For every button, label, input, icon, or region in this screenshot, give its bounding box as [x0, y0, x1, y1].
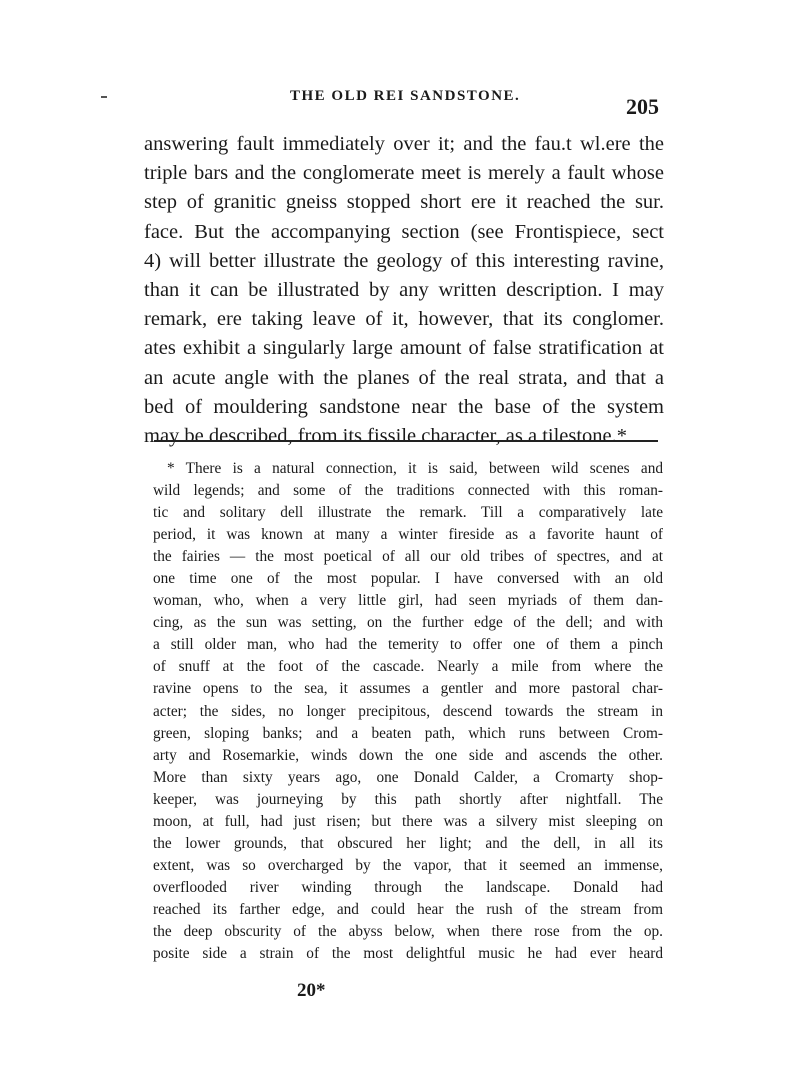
footnote-line: tic and solitary dell illustrate the remark. Till a comparatively late — [153, 504, 663, 522]
footnote-line: posite side a strain of the most delightful music he had ever heard — [153, 945, 663, 963]
margin-mark — [101, 96, 107, 98]
footnote-line: More than sixty years ago, one Donald Calder, a Cromarty shop- — [153, 768, 663, 786]
text-line: step of granitic gneiss stopped short ere it reached the sur. — [144, 191, 664, 214]
footnote-line: a still older man, who had the temerity to offer one of them a pinch — [153, 636, 663, 654]
footnote-block — [153, 458, 663, 965]
footnote-divider — [154, 440, 658, 442]
running-title: THE OLD REI SANDSTONE. — [290, 88, 521, 104]
page-number: 205 — [626, 94, 659, 119]
footnote-line: cing, as the sun was setting, on the further edge of the dell; and with — [153, 614, 663, 632]
signature-mark: 20* — [297, 980, 326, 1001]
text-line: triple bars and the conglomerate meet is merely a fault whose — [144, 162, 664, 185]
footnote-line: the deep obscurity of the abyss below, when there rose from the op. — [153, 922, 663, 940]
footnote-line: * There is a natural connection, it is said, between wild scenes and — [167, 460, 663, 477]
main-text-block — [144, 130, 664, 451]
footnote-line: of snuff at the foot of the cascade. Nearly a mile from where the — [153, 658, 663, 676]
text-line: ates exhibit a singularly large amount of false stratification at — [144, 337, 664, 360]
text-line: 4) will better illustrate the geology of this interesting ravine, — [144, 249, 664, 272]
footnote-line: acter; the sides, no longer precipitous, descend towards the stream in — [153, 702, 663, 720]
footnote-line: extent, was so overcharged by the vapor, that it seemed an immense, — [153, 856, 663, 874]
text-line: bed of mouldering sandstone near the base of the system — [144, 395, 664, 418]
footnote-line: overflooded river winding through the landscape. Donald had — [153, 878, 663, 896]
footnote-line: the fairies — the most poetical of all our old tribes of spectres, and at — [153, 548, 663, 566]
footnote-line: arty and Rosemarkie, winds down the one side and ascends the other. — [153, 746, 663, 764]
footnote-line: keeper, was journeying by this path shortly after nightfall. The — [153, 790, 663, 808]
footnote-line: woman, who, when a very little girl, had seen myriads of them dan- — [153, 592, 663, 610]
text-line: may be described, from its fissile character, as a tilestone.* — [144, 424, 628, 447]
text-line: answering fault immediately over it; and the fau.t wl.ere the — [144, 133, 664, 155]
text-line: than it can be illustrated by any written description. I may — [144, 278, 664, 301]
text-line: face. But the accompanying section (see Frontispiece, sect — [144, 220, 664, 243]
footnote-line: one time one of the most popular. I have conversed with an old — [153, 570, 663, 588]
footnote-line: ravine opens to the sea, it assumes a gentler and more pastoral char- — [153, 680, 663, 698]
footnote-line: the lower grounds, that obscured her light; and the dell, in all its — [153, 834, 663, 852]
text-line: an acute angle with the planes of the real strata, and that a — [144, 366, 664, 389]
footnote-line: period, it was known at many a winter fireside as a favorite haunt of — [153, 526, 663, 544]
footnote-line: green, sloping banks; and a beaten path, which runs between Crom- — [153, 724, 663, 742]
footnote-line: moon, at full, had just risen; but there was a silvery mist sleeping on — [153, 812, 663, 830]
footnote-line: reached its farther edge, and could hear the rush of the stream from — [153, 900, 663, 918]
footnote-line: wild legends; and some of the traditions connected with this roman- — [153, 482, 663, 500]
text-line: remark, ere taking leave of it, however, that its conglomer. — [144, 308, 664, 331]
